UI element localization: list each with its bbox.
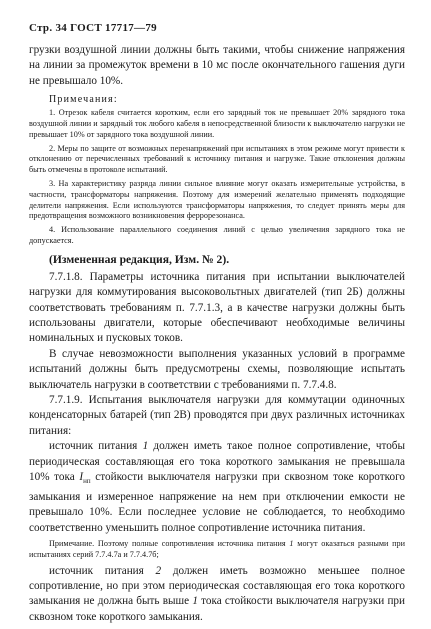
current-symbol: I [79,471,84,484]
paragraph: В случае невозможности выполнения указанных условий в программе испытаний должны быть предусмотрены схемы, позволяющие испытать выключатель нагрузки в соответствии с требованиями п. 7.7.4.8. [29,347,405,391]
note-3: 3. На характеристику разряда линии сильное влияние могут оказать измерительные устройства, в частности, трансформаторы напряжения. Поэтому для измерений желательно применять подходящие делители напряжения. Если используются трансформаторы напряжения, то следует принять меры для предотвращения возможного возникновения феррорезонанса. [29,179,405,221]
paragraph: 7.7.1.9. Испытания выключателя нагрузки для коммутации одиночных конденсаторных батарей (тип 2В) проводятся при двух различных источниках питания: [29,394,405,437]
text-run: должен иметь такое полное сопротивление, чтобы периодическая составляющая его тока короткого замыкания не превышала 10% тока [29,440,406,484]
note-2: 2. Меры по защите от возможных перенапряжений при испытаниях в этом режиме могут привести к отклонению от перечисленных требований к источнику питания и нагрузке. Такие отклонения должны быть отмечены в протоколе испытаний. [29,143,405,175]
note-4: 4. Использование параллельного соединения линий с целью увеличения зарядного тока не допускается. [29,225,405,245]
text-run: стойкости выключателя нагрузки при сквозном токе короткого замыкания и измеренное напряжение на нем при отключении емкости не превышало 10%. Если последнее условие не соблюдается, то необходимо соответственно уменьшить полное сопротивление источника питания. [29,471,405,534]
note-1: 1. Отрезок кабеля считается коротким, если его зарядный ток не превышает 20% зарядного тока воздушной линии и зарядный ток любого кабеля в непосредственной близости к выключателю нагрузки не превышает 10% от зарядного тока воздушной линии. [29,108,405,139]
current-subscript: нп [83,477,91,486]
source-number: 1 [192,595,198,608]
text-run: могут оказаться разными при испытаниях серий 7.7.4.7а и 7.7.4.7б; [29,538,406,559]
amendment-note: (Измененная редакция, Изм. № 2). [49,252,230,266]
page-header: Стр. 34 ГОСТ 17717—79 [29,22,157,34]
paragraph-power-source-2 [29,564,405,626]
text-run: источник питания [49,440,138,453]
paragraph-power-source-1 [29,439,405,536]
source-number: 2 [155,564,162,577]
source-number: 1 [289,538,294,548]
notes-title: Примечания: [49,94,118,106]
text-run: Примечание. Поэтому полные сопротивления источника питания [49,538,286,548]
text-run: источник питания [49,564,144,577]
source-number: 1 [142,440,149,453]
note-5 [29,539,405,561]
text-run: тока стойкости выключателя нагрузки при сквозном токе короткого замыкания. [29,595,406,623]
paragraph: грузки воздушной линии должны быть такими, чтобы снижение напряжения на линии за промежуток времени в 10 мс после окончательного гашения дуги не превышало 10%. [29,44,405,87]
paragraph: 7.7.1.8. Параметры источника питания при испытании выключателей нагрузки для коммутирования высоковольтных двигателей (тип 2Б) должны соответствовать требованиям п. 7.7.1.3, а в качестве нагрузки должны быть использованы двигатели, которые обеспечивают необходимые величины номинальных и пусковых токов. [29,270,405,345]
text-run: должен иметь возможно меньшее полное сопротивление, но при этом периодическая составляющая его тока короткого замыкания не должна быть выше [29,564,406,608]
